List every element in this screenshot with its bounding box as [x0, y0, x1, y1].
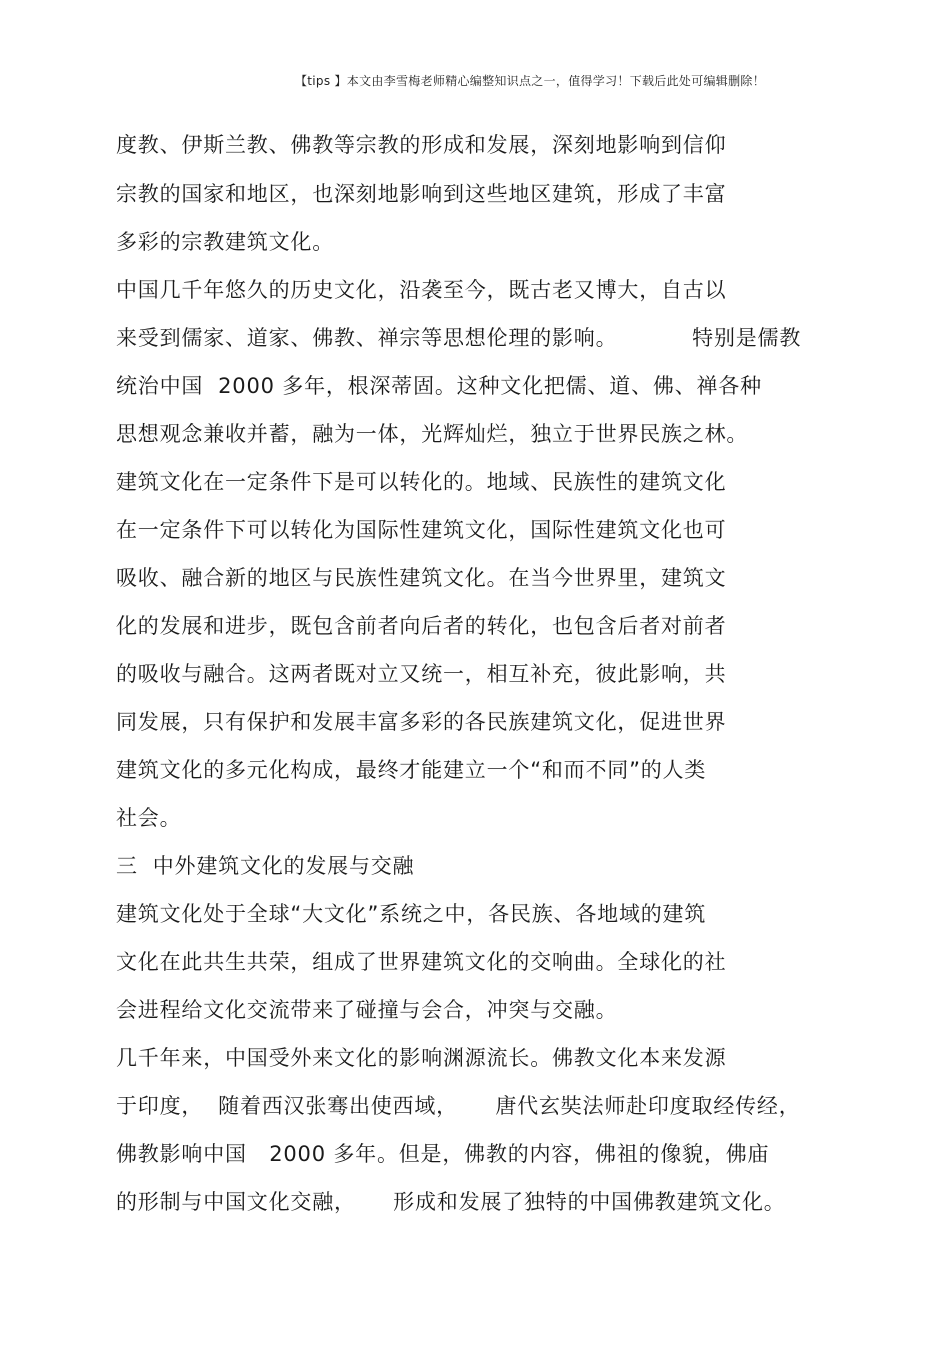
text-line: 的形制与中国文化交融， 形成和发展了独特的中国佛教建筑文化。	[116, 1190, 786, 1214]
text-line: 宗教的国家和地区，也深刻地影响到这些地区建筑，形成了丰富	[116, 182, 727, 206]
text-line: 来受到儒家、道家、佛教、禅宗等思想伦理的影响。 特别是儒教	[116, 326, 802, 350]
text-line: 化的发展和进步，既包含前者向后者的转化，也包含后者对前者	[116, 614, 727, 638]
text-line: 于印度， 随着西汉张骞出使西域， 唐代玄奘法师赴印度取经传经，	[116, 1094, 801, 1118]
text-line: 统治中国 2000 多年，根深蒂固。这种文化把儒、道、佛、禅各种	[116, 374, 762, 398]
text-line: 几千年来，中国受外来文化的影响渊源流长。佛教文化本来发源	[116, 1046, 727, 1070]
text-line: 佛教影响中国 2000 多年。但是，佛教的内容，佛祖的像貌，佛庙	[116, 1142, 770, 1166]
text-line: 文化在此共生共荣，组成了世界建筑文化的交响曲。全球化的社	[116, 950, 727, 974]
text-line: 会进程给文化交流带来了碰撞与会合，冲突与交融。	[116, 998, 618, 1022]
text-line: 建筑文化在一定条件下是可以转化的。地域、民族性的建筑文化	[116, 470, 727, 494]
text-line: 在一定条件下可以转化为国际性建筑文化，国际性建筑文化也可	[116, 518, 727, 542]
text-line: 建筑文化的多元化构成，最终才能建立一个“和而不同”的人类	[116, 758, 707, 782]
text-line: 吸收、融合新的地区与民族性建筑文化。在当今世界里，建筑文	[116, 566, 727, 590]
text-line: 社会。	[116, 806, 182, 830]
text-line: 的吸收与融合。这两者既对立又统一，相互补充，彼此影响，共	[116, 662, 727, 686]
text-line: 思想观念兼收并蓄，融为一体，光辉灿烂，独立于世界民族之林。	[116, 422, 749, 446]
text-line: 建筑文化处于全球“大文化”系统之中，各民族、各地域的建筑	[116, 902, 707, 926]
section-heading: 三 中外建筑文化的发展与交融	[116, 854, 415, 878]
tips-header: 【tips 】本文由李雪梅老师精心编整知识点之一，值得学习！下载后此处可编辑删除！	[294, 74, 766, 88]
text-line: 多彩的宗教建筑文化。	[116, 230, 334, 254]
text-line: 同发展，只有保护和发展丰富多彩的各民族建筑文化，促进世界	[116, 710, 727, 734]
text-line: 度教、伊斯兰教、佛教等宗教的形成和发展，深刻地影响到信仰	[116, 133, 727, 157]
text-line: 中国几千年悠久的历史文化，沿袭至今，既古老又博大，自古以	[116, 278, 727, 302]
